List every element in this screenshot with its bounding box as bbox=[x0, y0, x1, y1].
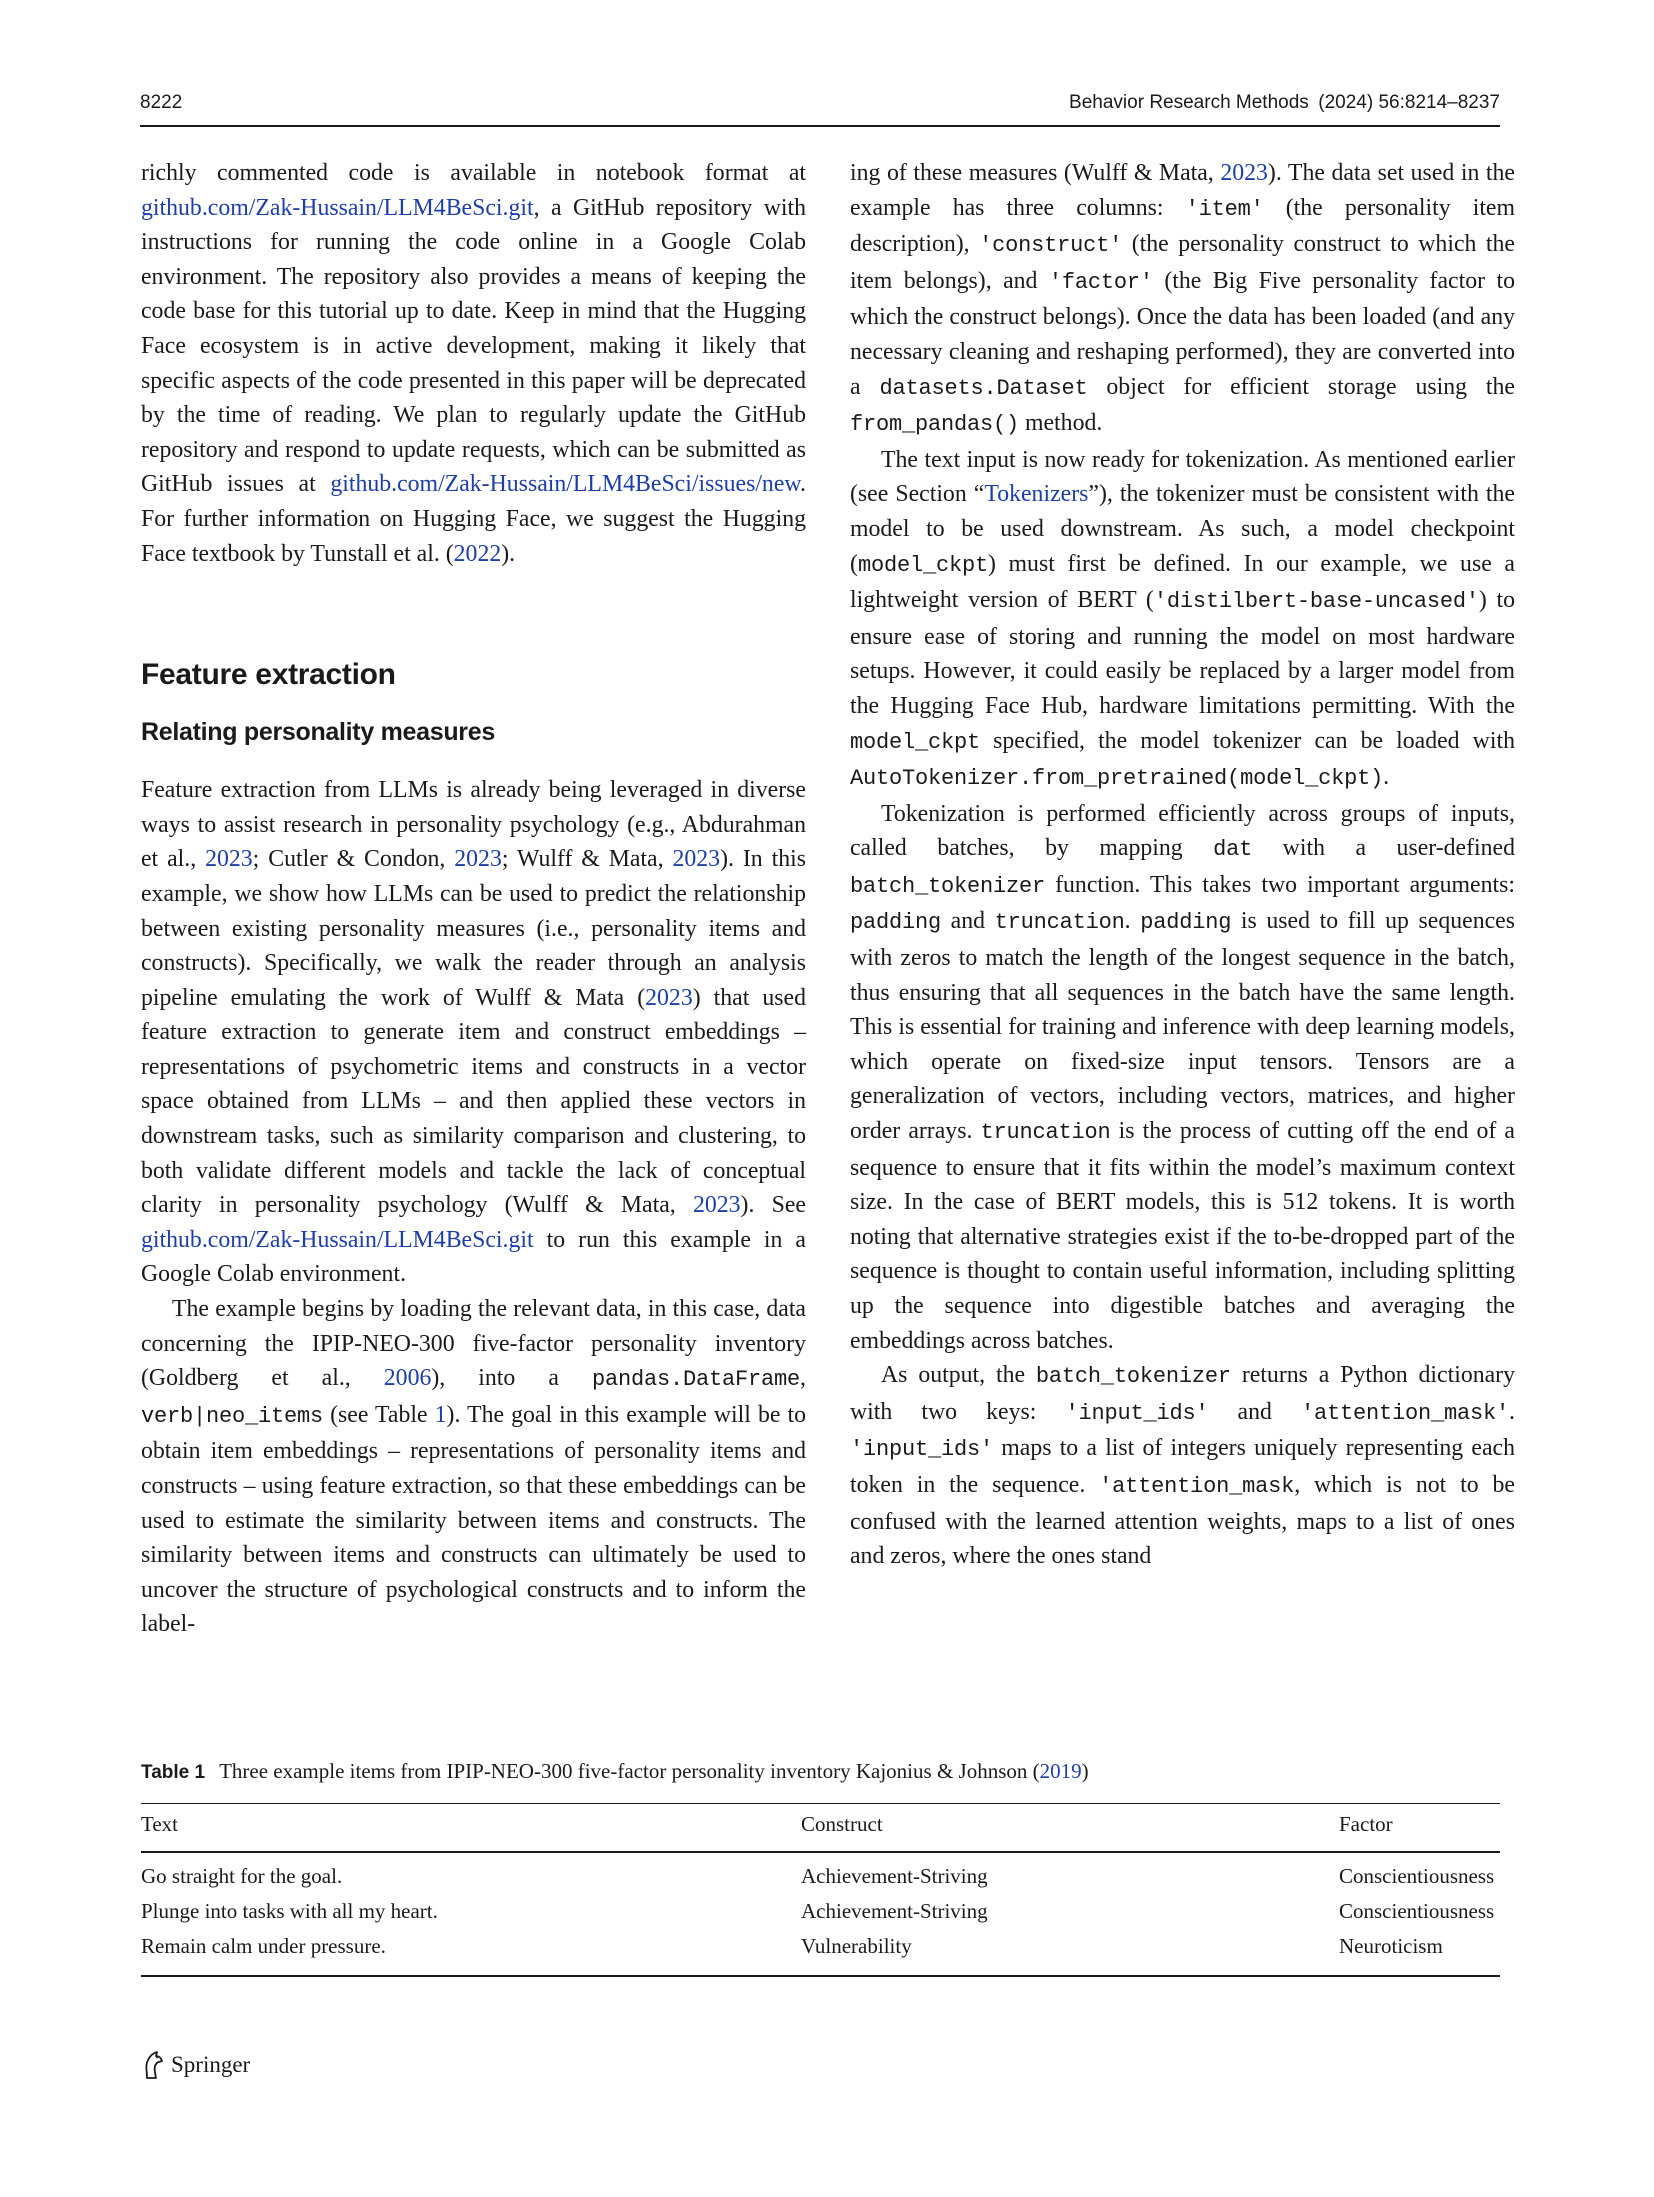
cell-text: Remain calm under pressure. bbox=[141, 1934, 386, 1958]
code-inline: pandas.DataFrame bbox=[592, 1367, 801, 1393]
subsection-title: Relating personality measures bbox=[141, 718, 495, 747]
code-inline: padding bbox=[850, 910, 942, 936]
table-top-rule bbox=[141, 1803, 1500, 1804]
paragraph: Feature extraction from LLMs is already being leveraged in diverse ways to assist research in personality psychology (e.g., Abdurahman et al., 2023; Cutler & Condon, 2023; Wulff & Mata, 2023). In this example, we show how LLMs can be used to predict the relationship between existing personality measures (i.e., personality items and constructs). Specifically, we walk the reader through an analysis pipeline emulating the work of Wulff & Mata (2023) that used feature extraction to generate item and construct embeddings – representations of psychometric items and constructs in a vector space obtained from LLMs – and then applied these vectors in downstream tasks, such as similarity comparison and clustering, to both validate different models and tackle the lack of conceptual clarity in personality psychology (Wulff & Mata, 2023). See github.com/Zak-Hussain/LLM4BeSci.git to run this example in a Google Colab environment. bbox=[141, 777, 806, 1288]
code-inline: 'distilbert-base-uncased' bbox=[1153, 589, 1479, 615]
publisher-name: Springer bbox=[171, 2052, 251, 2077]
citation-link[interactable]: 2023 bbox=[205, 846, 253, 873]
code-inline: dat bbox=[1213, 837, 1253, 863]
code-inline: model_ckpt bbox=[850, 729, 981, 755]
citation-link[interactable]: 2023 bbox=[672, 846, 721, 873]
cell-factor: Conscientiousness bbox=[1339, 1864, 1495, 1888]
code-inline: 'item' bbox=[1185, 196, 1264, 222]
running-header bbox=[140, 92, 1500, 128]
code-inline: 'factor' bbox=[1048, 269, 1153, 295]
springer-horse-icon bbox=[141, 2050, 165, 2080]
table-row bbox=[141, 1934, 1501, 1964]
column-header-construct: Construct bbox=[801, 1812, 883, 1836]
citation-link[interactable]: 2022 bbox=[453, 540, 502, 567]
paragraph: The text input is now ready for tokenization. As mentioned earlier (see Section “Tokenizers”), the tokenizer must be consistent with the model to be used downstream. As such, a model checkpoint (model_ckpt) must first be defined. In our example, we use a lightweight version of BERT ('distilbert-base-uncased') to ensure ease of storing and running the model on most hardware setups. However, it could easily be replaced by a larger model from the Hugging Face Hub, hardware limitations permitting. With the model_ckpt specified, the model tokenizer can be loaded with AutoTokenizer.from_pretrained(model_ckpt). bbox=[850, 446, 1515, 792]
cell-text: Go straight for the goal. bbox=[141, 1864, 343, 1888]
cell-construct: Achievement-Striving bbox=[801, 1864, 988, 1888]
paragraph: richly commented code is available in notebook format at github.com/Zak-Hussain/LLM4BeSci.git, a GitHub repository with instructions for running the code online in a Google Colab environment. The repository also provides a means of keeping the code base for this tutorial up to date. Keep in mind that the Hugging Face ecosystem is in active development, making it likely that specific aspects of the code presented in this paper will be deprecated by the time of reading. We plan to regularly update the GitHub repository and respond to update requests, which can be submitted as GitHub issues at github.com/Zak-Hussain/LLM4BeSci/issues/new. For further information on Hugging Face, we suggest the Hugging Face textbook by Tunstall et al. (2022). bbox=[141, 160, 806, 567]
code-inline: 'input_ids' bbox=[1065, 1400, 1209, 1426]
code-inline: datasets.Dataset bbox=[879, 375, 1088, 401]
cell-construct: Achievement-Striving bbox=[801, 1899, 988, 1923]
table-label: Table 1 bbox=[141, 1762, 206, 1783]
table-bottom-rule bbox=[141, 1975, 1500, 1977]
code-inline: padding bbox=[1140, 910, 1232, 936]
right-column bbox=[850, 156, 1515, 1574]
paragraph: The example begins by loading the relevant data, in this case, data concerning the IPIP-NEO-300 five-factor personality inventory (Goldberg et al., 2006), into a pandas.DataFrame, verb|neo_items (see Table 1). The goal in this example will be to obtain item embeddings – representations of personality items and constructs – using feature extraction, so that these embeddings can be used to estimate the similarity between items and constructs. The similarity between items and constructs can ultimately be used to uncover the structure of psychological constructs and to inform the label- bbox=[141, 1296, 806, 1638]
table-row bbox=[141, 1864, 1501, 1894]
cell-factor: Conscientiousness bbox=[1339, 1899, 1495, 1923]
citation-link[interactable]: 2023 bbox=[1220, 160, 1268, 186]
code-inline: 'input_ids' bbox=[850, 1437, 994, 1463]
code-inline: truncation bbox=[994, 910, 1125, 936]
citation-link[interactable]: 2023 bbox=[645, 984, 693, 1011]
table-header-rule bbox=[141, 1851, 1500, 1853]
code-inline: AutoTokenizer.from_pretrained(model_ckpt) bbox=[850, 766, 1384, 792]
cell-factor: Neuroticism bbox=[1339, 1934, 1443, 1958]
header-rule bbox=[140, 125, 1500, 127]
journal-citation: Behavior Research Methods (2024) 56:8214–8237 bbox=[1069, 92, 1500, 113]
citation-link[interactable]: 2006 bbox=[383, 1365, 432, 1392]
citation-link[interactable]: 2023 bbox=[454, 846, 502, 873]
repo-link[interactable]: github.com/Zak-Hussain/LLM4BeSci.git bbox=[141, 194, 534, 221]
code-inline: model_ckpt bbox=[857, 552, 988, 578]
code-inline: verb|neo_items bbox=[141, 1403, 324, 1429]
section-link[interactable]: Tokenizers bbox=[984, 481, 1089, 508]
issues-link[interactable]: github.com/Zak-Hussain/LLM4BeSci/issues/new bbox=[330, 471, 801, 498]
code-inline: 'attention_mask bbox=[1099, 1473, 1295, 1499]
code-inline: batch_tokenizer bbox=[850, 873, 1046, 899]
cell-construct: Vulnerability bbox=[801, 1934, 912, 1958]
code-inline: from_pandas() bbox=[850, 412, 1020, 438]
left-column bbox=[141, 156, 806, 1642]
citation-link[interactable]: 2019 bbox=[1039, 1759, 1082, 1783]
code-inline: 'construct' bbox=[979, 233, 1123, 259]
column-header-factor: Factor bbox=[1339, 1812, 1393, 1836]
paragraph: As output, the batch_tokenizer returns a Python dictionary with two keys: 'input_ids' and 'attention_mask'. 'input_ids' maps to a list of integers uniquely representing each token in the sequence. 'attention_mask, which is not to be confused with the learned attention weights, maps to a list of ones and zeros, where the ones stand bbox=[850, 1362, 1515, 1570]
repo-link[interactable]: github.com/Zak-Hussain/LLM4BeSci.git bbox=[141, 1226, 534, 1253]
column-header-text: Text bbox=[141, 1812, 179, 1836]
paragraph: Tokenization is performed efficiently across groups of inputs, called batches, by mapping dat with a user-defined batch_tokenizer function. This takes two important arguments: padding and truncation. padding is used to fill up sequences with zeros to match the length of the longest sequence in the batch, thus ensuring that all sequences in the batch have the same length. This is essential for training and inference with deep learning models, which operate on fixed-size input tensors. Tensors are a generalization of vectors, including vectors, matrices, and higher order arrays. truncation is the process of cutting off the end of a sequence to ensure that it fits within the model’s maximum context size. In the case of BERT models, this is 512 tokens. It is worth noting that alternative strategies exist if the to-be-dropped part of the sequence is thought to contain useful information, including splitting up the sequence into digestible batches and averaging the embeddings across batches. bbox=[850, 800, 1515, 1354]
table-reference-link[interactable]: 1 bbox=[434, 1401, 447, 1428]
citation-link[interactable]: 2023 bbox=[692, 1192, 741, 1219]
table-row bbox=[141, 1899, 1501, 1929]
page-number: 8222 bbox=[140, 92, 183, 113]
code-inline: truncation bbox=[980, 1120, 1111, 1146]
code-inline: batch_tokenizer bbox=[1035, 1364, 1231, 1390]
paragraph: ing of these measures (Wulff & Mata, 2023). The data set used in the example has three columns: 'item' (the personality item description), 'construct' (the personality construct to which the item belongs), and 'factor' (the Big Five personality factor to which the construct belongs). Once the data has been loaded (and any necessary cleaning and reshaping performed), they are converted into a datasets.Dataset object for efficient storage using the from_pandas() method. bbox=[850, 160, 1515, 438]
section-title: Feature extraction bbox=[141, 658, 396, 692]
table-header-row bbox=[141, 1812, 1501, 1842]
cell-text: Plunge into tasks with all my heart. bbox=[141, 1899, 438, 1923]
publisher-footer bbox=[141, 2048, 250, 2082]
code-inline: 'attention_mask' bbox=[1301, 1400, 1510, 1426]
table-caption: Table 1 Three example items from IPIP-NEO-300 five-factor personality inventory Kajonius & Johnson (2019) bbox=[141, 1759, 1089, 1783]
